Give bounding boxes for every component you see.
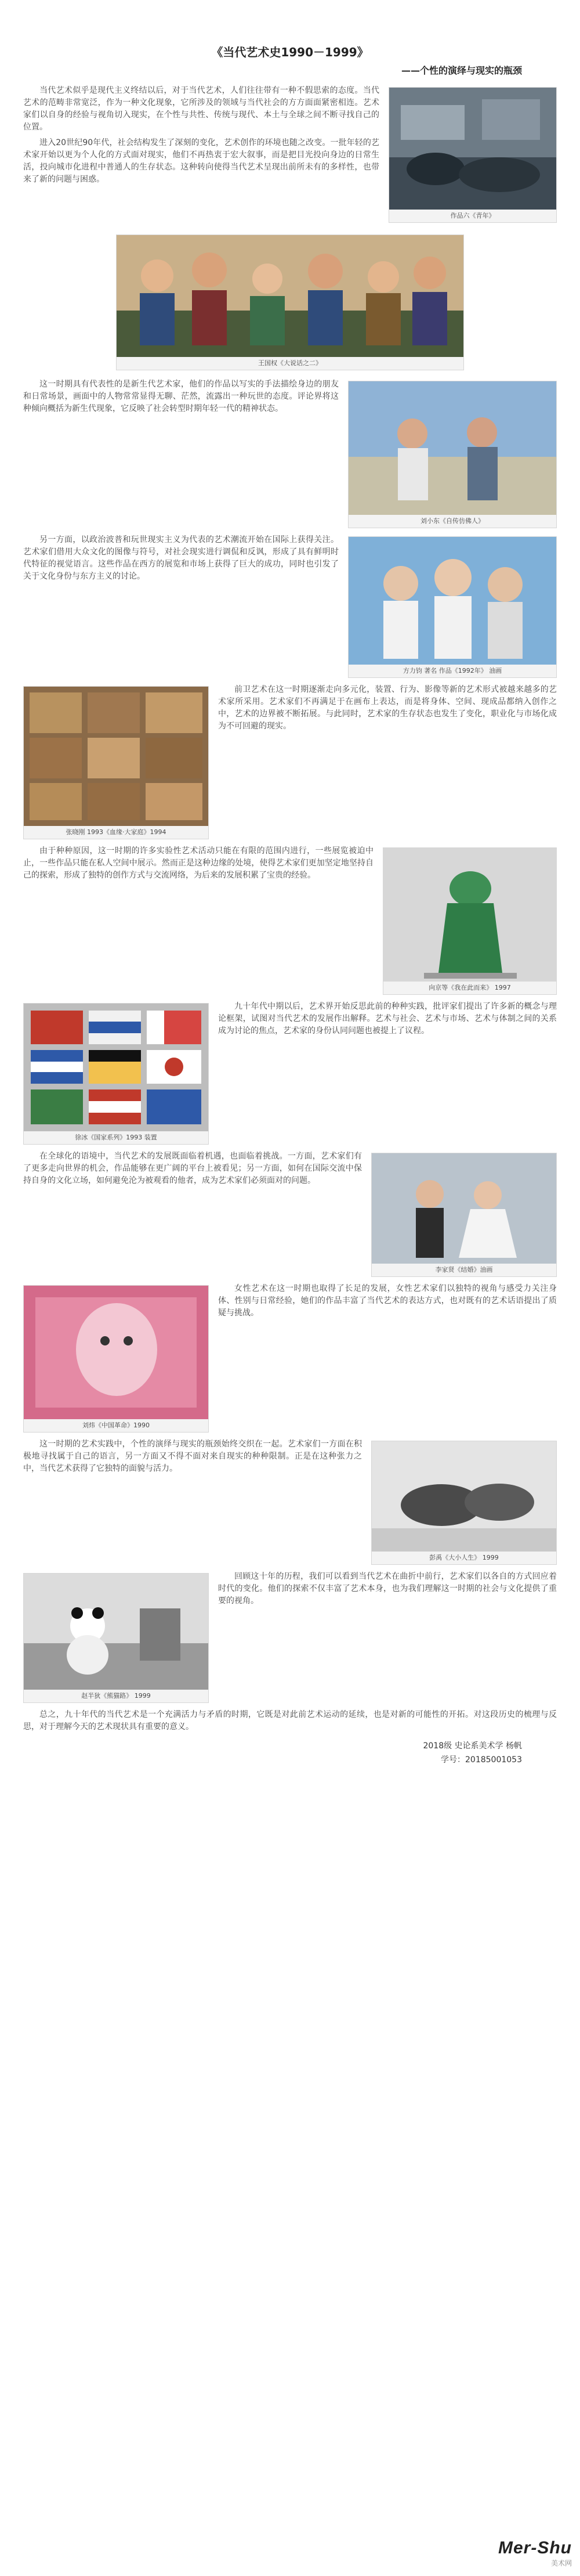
figure-animal-photo xyxy=(371,1441,557,1565)
figure-caption: 方力钧 著名 作品《1992年》 油画 xyxy=(403,667,502,674)
figure-caption: 徐冰《国家系列》1993 装置 xyxy=(75,1134,157,1141)
paragraph: 当代艺术似乎是现代主义终结以后，对于当代艺术，人们往往带有一种不假思索的态度。当代艺术的范畴非常宽泛，作为一种文化现象，它所涉及的领域与当代社会的方方面面紧密相连。艺术家们以自身的经验与视角切入现实，在个性与共性、传统与现代、本土与全球之间不断寻找自己的位置。 xyxy=(23,86,379,132)
student-id-line: 学号：20185001053 xyxy=(441,1755,522,1765)
figure-caption: 赵半狄《熊猫路》 1999 xyxy=(81,1692,151,1700)
artwork-image xyxy=(372,1153,556,1264)
paragraph: 另一方面，以政治波普和玩世现实主义为代表的艺术潮流开始在国际上获得关注。艺术家们借用大众文化的图像与符号，对社会现实进行调侃和反讽，形成了具有鲜明时代特征的视觉语言。这些作品在西方的展览和市场上获得了巨大的成功，同时也引发了关于文化身份与东方主义的讨论。 xyxy=(23,535,339,581)
artwork-image xyxy=(349,537,556,665)
figure-caption: 张晓刚 1993《血缘·大家庭》1994 xyxy=(66,828,166,836)
artwork-image xyxy=(24,687,208,826)
watermark-site: 美术网 xyxy=(550,2559,572,2567)
artwork-image xyxy=(24,1574,208,1690)
figure-caption: 刘小东《自传仿佛人》 xyxy=(420,517,484,525)
figure-pink-painting xyxy=(23,1285,209,1433)
artwork-image xyxy=(349,381,556,515)
paragraph: 回顾这十年的历程，我们可以看到当代艺术在曲折中前行，艺术家们以各自的方式回应着时代的变化。他们的探索不仅丰富了艺术本身，也为我们理解这一时期的社会与文化提供了重要的视角。 xyxy=(218,1572,557,1606)
paragraph: 这一时期的艺术实践中，个性的演绎与现实的瓶颈始终交织在一起。艺术家们一方面在积极地寻找属于自己的语言，另一方面又不得不面对来自现实的种种限制。正是在这种张力之中，当代艺术获得了它独特的面貌与活力。 xyxy=(23,1439,362,1473)
figure-caption: 彭禹《大小人生》 1999 xyxy=(429,1554,499,1561)
paragraph: 九十年代中期以后，艺术界开始反思此前的种种实践，批评家们提出了许多新的概念与理论框架，试图对当代艺术的发展作出解释。艺术与社会、艺术与市场、艺术与体制之间的关系成为讨论的焦点，艺术家的身份认同问题也被提上了议程。 xyxy=(218,1002,557,1036)
figure-caption: 作品六《青年》 xyxy=(450,212,495,219)
figure-portrait-painting xyxy=(348,536,557,678)
figure-painting-friends xyxy=(348,381,557,528)
figure-caption: 李家贤《结婚》油画 xyxy=(435,1266,493,1273)
figure-panda-street xyxy=(23,1573,209,1703)
document-subtitle: ——个性的演绎与现实的瓶颈 xyxy=(401,65,522,76)
artwork-image xyxy=(389,88,556,210)
figure-video-still xyxy=(389,87,557,223)
paragraph: 总之，九十年代的当代艺术是一个充满活力与矛盾的时期，它既是对此前艺术运动的延续，也是对新的可能性的开拓。对这段历史的梳理与反思，对于理解今天的艺术现状具有重要的意义。 xyxy=(23,1710,557,1731)
signature-block xyxy=(23,1739,557,1767)
artwork-image xyxy=(117,235,463,357)
watermark xyxy=(498,2538,572,2568)
artwork-image xyxy=(24,1286,208,1419)
figure-sculpture xyxy=(383,847,557,995)
figure-flags-installation xyxy=(23,1003,209,1145)
watermark-brand: Mer-Shu xyxy=(498,2538,572,2557)
document-page xyxy=(23,23,557,2553)
figure-caption: 王国权《大说话之二》 xyxy=(258,359,322,367)
paragraph: 由于种种原因，这一时期的许多实验性艺术活动只能在有限的范围内进行，一些展览被迫中止，一些作品只能在私人空间中展示。然而正是这种边缘的处境，使得艺术家们更加坚定地坚持自己的探索，形成了独特的创作方式与交流网络，为后来的发展积累了宝贵的经验。 xyxy=(23,846,374,880)
figure-caption: 向京等《我在此而来》 1997 xyxy=(429,984,511,991)
figure-wedding-painting xyxy=(371,1153,557,1277)
figure-group-painting xyxy=(116,234,464,370)
artwork-image xyxy=(24,1004,208,1131)
paragraph: 进入20世纪90年代，社会结构发生了深刻的变化，艺术创作的环境也随之改变。一批年轻的艺术家开始以更为个人化的方式面对现实，他们不再热衷于宏大叙事，而是把目光投向身边的日常生活，投向城市化进程中普通人的生存状态。这种转向使得当代艺术呈现出前所未有的多样性，也带来了新的问题与困惑。 xyxy=(23,138,379,184)
paragraph: 在全球化的语境中，当代艺术的发展既面临着机遇，也面临着挑战。一方面，艺术家们有了更多走向世界的机会，作品能够在更广阔的平台上被看见；另一方面，如何在国际交流中保持自身的文化立场，如何避免沦为被观看的他者，成为艺术家们必须面对的问题。 xyxy=(23,1152,362,1185)
paragraph: 女性艺术在这一时期也取得了长足的发展，女性艺术家们以独特的视角与感受力关注身体、性别与日常经验，她们的作品丰富了当代艺术的表达方式，也对既有的艺术话语提出了质疑与挑战。 xyxy=(218,1284,557,1318)
paragraph: 前卫艺术在这一时期逐渐走向多元化，装置、行为、影像等新的艺术形式被越来越多的艺术家所采用。艺术家们不再满足于在画布上表达，而是将身体、空间、现成品都纳入创作之中，艺术的边界被不断拓展。与此同时，艺术家的生存状态也发生了变化，职业化与市场化成为不可回避的现实。 xyxy=(218,685,557,731)
figure-caption: 刘炜《中国革命》1990 xyxy=(82,1422,150,1429)
document-title: 《当代艺术史1990－1999》 xyxy=(211,45,369,59)
figure-collage xyxy=(23,686,209,839)
artwork-image xyxy=(372,1441,556,1552)
author-line: 2018级 史论系美术学 杨帆 xyxy=(423,1741,522,1751)
paragraph: 这一时期具有代表性的是新生代艺术家，他们的作品以写实的手法描绘身边的朋友和日常场景，画面中的人物常常显得无聊、茫然，流露出一种玩世的态度。评论界将这种倾向概括为新生代现象，它反映了社会转型时期年轻一代的精神状态。 xyxy=(23,380,339,413)
artwork-image xyxy=(383,848,556,982)
